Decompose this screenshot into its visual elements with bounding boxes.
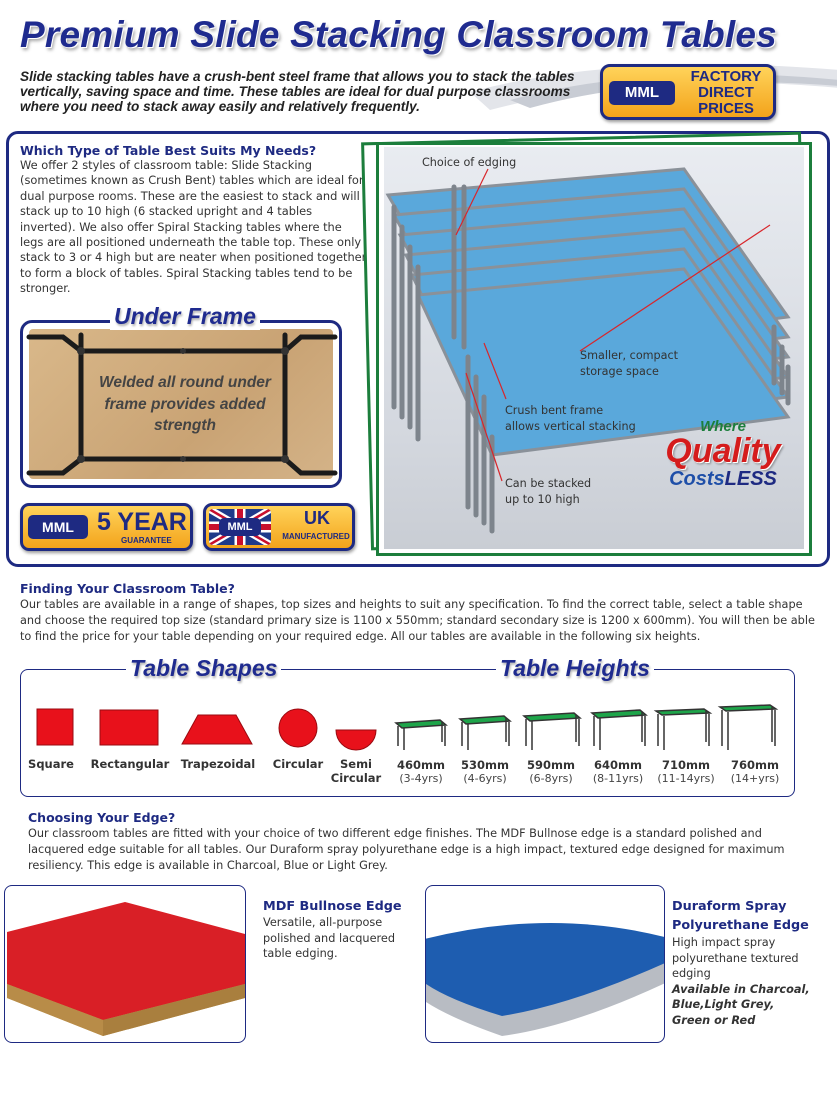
height-age: (8-11yrs) bbox=[592, 772, 644, 785]
duraform-desc: High impact spray polyurethane textured edging bbox=[672, 936, 799, 980]
label-storage bbox=[580, 348, 678, 380]
manufactured-label: MANUFACTURED bbox=[282, 532, 350, 541]
shapes-title: Table Shapes bbox=[126, 655, 281, 682]
quality-costs bbox=[658, 468, 788, 490]
label-line: storage space bbox=[580, 365, 659, 378]
mml-logo: MML bbox=[28, 515, 88, 539]
which-body: We offer 2 styles of classroom table: Slide Stacking (sometimes known as Crush Bent) tables which are ideal for dual purpose rooms. These are the easiest to stack and will stack up to 10 high (6 stacked upright and 4 tables inverted). We also offer Spiral Stacking tables where the legs are all positioned underneath the table top. These only stack to 3 or 4 high but are neater when positioned together to form a block of tables. Spiral Stacking tables tend to be stronger. bbox=[20, 158, 367, 296]
table-640-icon[interactable] bbox=[592, 710, 646, 750]
height-label bbox=[586, 758, 650, 786]
height-mm: 530mm bbox=[461, 758, 509, 772]
height-age: (3-4yrs) bbox=[399, 772, 443, 785]
costs-word: Costs bbox=[669, 468, 725, 490]
height-icons bbox=[390, 700, 790, 756]
height-label bbox=[454, 758, 516, 786]
height-label bbox=[722, 758, 788, 786]
quality-logo bbox=[658, 420, 788, 490]
mml-logo: MML bbox=[609, 81, 675, 105]
label-stacked bbox=[505, 476, 591, 508]
uk-manufactured-badge bbox=[203, 503, 355, 551]
heights-title: Table Heights bbox=[496, 655, 654, 682]
height-age: (11-14yrs) bbox=[657, 772, 715, 785]
guarantee-years: 5 YEAR bbox=[97, 508, 187, 536]
finding-body: Our tables are available in a range of shapes, top sizes and heights to suit any specification. To find the correct table, select a table shape and choose the required top size (standard primary size is 1100 x 550mm; standard secondary size is 1200 x 600mm). You will then be able to find the price for your table depending on your required edge. All our tables are available in the following six heights. bbox=[20, 598, 815, 643]
duraform-edge-image bbox=[425, 885, 665, 1043]
shape-label bbox=[328, 757, 384, 785]
label-line: allows vertical stacking bbox=[505, 420, 636, 433]
trapezoidal-shape-icon[interactable] bbox=[182, 715, 252, 744]
guarantee-label: GUARANTEE bbox=[121, 536, 172, 545]
guarantee-badge bbox=[20, 503, 193, 551]
badge-line: FACTORY bbox=[690, 68, 762, 85]
shape-label: Circular bbox=[272, 757, 324, 771]
table-530-icon[interactable] bbox=[460, 716, 510, 750]
badge-line: DIRECT bbox=[698, 84, 754, 101]
factory-direct-badge bbox=[600, 64, 776, 120]
quality-where: Where bbox=[700, 418, 746, 435]
finding-heading: Finding Your Classroom Table? bbox=[20, 581, 235, 596]
label-line: Smaller, compact bbox=[580, 349, 679, 362]
less-word: LESS bbox=[724, 468, 777, 490]
mdf-text: Versatile, all-purpose polished and lacquered table edging. bbox=[263, 916, 396, 960]
duraform-title-line: Polyurethane Edge bbox=[672, 918, 809, 933]
height-age: (14+yrs) bbox=[730, 772, 780, 785]
mdf-edge-illustration bbox=[5, 886, 246, 1043]
edge-body: Our classroom tables are fitted with your choice of two different edge finishes. The MDF Bullnose edge is a standard polished and lacquered edge suitable for all tables. Our Duraform spray polyurethane edge is a high impact, textured edge designed for maximum resiliency. This edge is available in Charcoal, Blue or Light Grey. bbox=[28, 827, 785, 872]
label-line: Can be stacked bbox=[505, 477, 592, 490]
edge-heading: Choosing Your Edge? bbox=[28, 810, 176, 825]
underframe-title: Under Frame bbox=[110, 303, 260, 330]
height-label bbox=[652, 758, 720, 786]
shape-label-line: Circular bbox=[330, 771, 382, 785]
shape-label: Trapezoidal bbox=[180, 757, 256, 771]
mdf-edge-image bbox=[4, 885, 246, 1043]
duraform-availability: Available in Charcoal, Blue,Light Grey, Green or Red bbox=[672, 982, 810, 1027]
shape-label: Rectangular bbox=[90, 757, 170, 771]
shape-icons bbox=[30, 704, 380, 752]
label-crush-bent bbox=[505, 403, 636, 435]
shape-label: Square bbox=[28, 757, 74, 771]
factory-direct-text bbox=[681, 69, 771, 117]
duraform-edge-illustration bbox=[426, 886, 665, 1043]
duraform-title bbox=[672, 897, 809, 935]
height-mm: 590mm bbox=[527, 758, 575, 772]
height-mm: 760mm bbox=[731, 758, 779, 772]
table-460-icon[interactable] bbox=[396, 720, 446, 750]
shape-label-line: Semi bbox=[339, 757, 372, 771]
height-age: (4-6yrs) bbox=[463, 772, 507, 785]
quality-word: Quality bbox=[665, 432, 781, 470]
label-line: up to 10 high bbox=[505, 493, 580, 506]
badge-line: PRICES bbox=[698, 100, 754, 117]
uk-label: UK bbox=[304, 508, 330, 528]
height-mm: 640mm bbox=[594, 758, 642, 772]
mml-logo: MML bbox=[219, 518, 261, 536]
label-edging: Choice of edging bbox=[422, 156, 517, 169]
which-heading: Which Type of Table Best Suits My Needs? bbox=[20, 143, 317, 158]
square-shape-icon[interactable] bbox=[37, 709, 73, 745]
height-age: (6-8yrs) bbox=[529, 772, 573, 785]
semi-circular-shape-icon[interactable] bbox=[336, 730, 376, 750]
circular-shape-icon[interactable] bbox=[279, 709, 317, 747]
table-590-icon[interactable] bbox=[524, 713, 580, 750]
intro-text: Slide stacking tables have a crush-bent steel frame that allows you to stack the tables vertically, saving space and time. These tables are ideal for dual purpose classrooms where you need to stack away easily and relatively frequently. bbox=[20, 69, 575, 114]
duraform-text bbox=[672, 935, 812, 1028]
union-flag-icon bbox=[209, 509, 271, 545]
table-710-icon[interactable] bbox=[656, 709, 710, 750]
mdf-title: MDF Bullnose Edge bbox=[263, 899, 402, 914]
label-line: Crush bent frame bbox=[505, 404, 604, 417]
height-label bbox=[520, 758, 582, 786]
table-760-icon[interactable] bbox=[720, 705, 776, 750]
height-label bbox=[390, 758, 452, 786]
height-mm: 460mm bbox=[397, 758, 445, 772]
rectangular-shape-icon[interactable] bbox=[100, 710, 158, 745]
page-title: Premium Slide Stacking Classroom Tables bbox=[20, 14, 777, 55]
height-mm: 710mm bbox=[662, 758, 710, 772]
duraform-title-line: Duraform Spray bbox=[672, 899, 787, 914]
underframe-text: Welded all round under frame provides added strength bbox=[99, 374, 271, 435]
